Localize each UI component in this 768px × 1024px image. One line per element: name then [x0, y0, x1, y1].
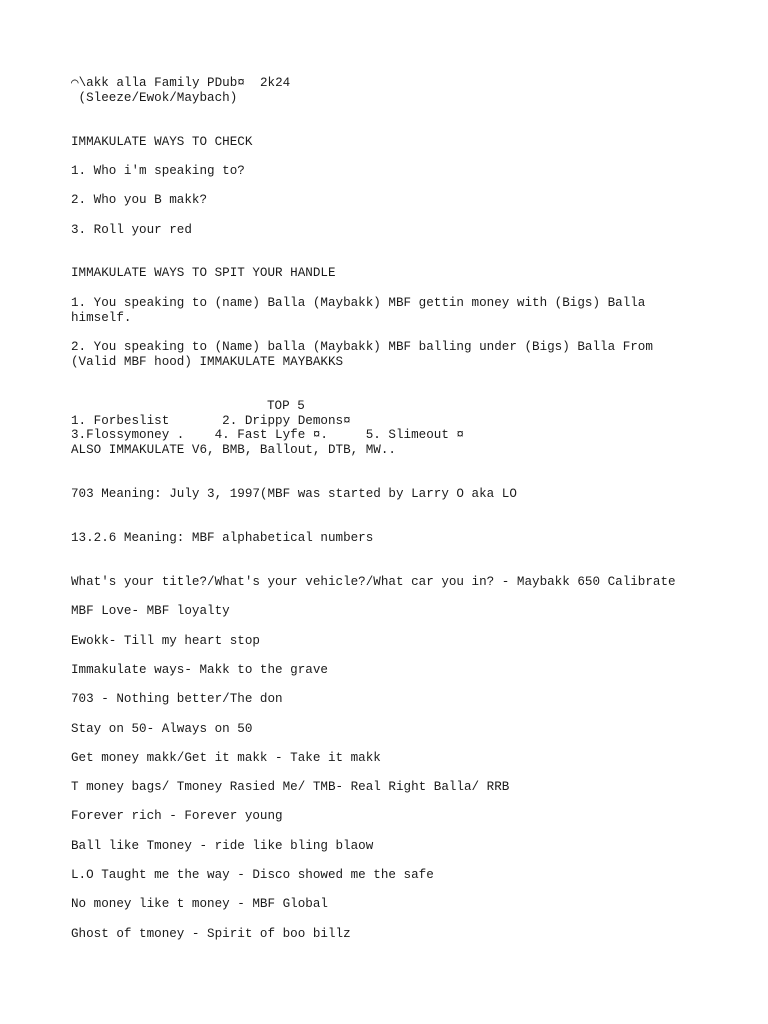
header-title: ⌒\akk alla Family PDub¤ 2k24 [71, 76, 291, 90]
top5-heading: TOP 5 [267, 399, 305, 413]
handle-item-1-line-1: 1. You speaking to (name) Balla (Maybakk) MBF gettin money with (Bigs) Balla [71, 296, 646, 310]
saying-line: What's your title?/What's your vehicle?/What car you in? - Maybakk 650 Calibrate [71, 575, 676, 589]
check-item: 2. Who you B makk? [71, 193, 208, 207]
saying-line: L.O Taught me the way - Disco showed me the safe [71, 868, 434, 882]
check-item: 3. Roll your red [71, 223, 192, 237]
saying-line: Ghost of tmoney - Spirit of boo billz [71, 927, 351, 941]
saying-line: Stay on 50- Always on 50 [71, 722, 253, 736]
handle-heading: IMMAKULATE WAYS TO SPIT YOUR HANDLE [71, 266, 336, 280]
saying-line: Immakulate ways- Makk to the grave [71, 663, 328, 677]
saying-line: Forever rich - Forever young [71, 809, 283, 823]
meaning-13-2-6: 13.2.6 Meaning: MBF alphabetical numbers [71, 531, 374, 545]
handle-item-2-line-1: 2. You speaking to (Name) balla (Maybakk) MBF balling under (Bigs) Balla From [71, 340, 653, 354]
saying-line: Get money makk/Get it makk - Take it makk [71, 751, 381, 765]
meaning-703: 703 Meaning: July 3, 1997(MBF was started by Larry O aka LO [71, 487, 517, 501]
top5-row-1: 1. Forbeslist 2. Drippy Demons¤ [71, 414, 351, 428]
saying-line: No money like t money - MBF Global [71, 897, 328, 911]
check-item: 1. Who i'm speaking to? [71, 164, 245, 178]
top5-row-3: ALSO IMMAKULATE V6, BMB, Ballout, DTB, MW.. [71, 443, 396, 457]
saying-line: 703 - Nothing better/The don [71, 692, 283, 706]
saying-line: T money bags/ Tmoney Rasied Me/ TMB- Real Right Balla/ RRB [71, 780, 510, 794]
check-heading: IMMAKULATE WAYS TO CHECK [71, 135, 253, 149]
handle-item-1-line-2: himself. [71, 311, 132, 325]
saying-line: Ball like Tmoney - ride like bling blaow [71, 839, 374, 853]
saying-line: Ewokk- Till my heart stop [71, 634, 260, 648]
saying-line: MBF Love- MBF loyalty [71, 604, 230, 618]
handle-item-2-line-2: (Valid MBF hood) IMMAKULATE MAYBAKKS [71, 355, 344, 369]
header-subtitle: (Sleeze/Ewok/Maybach) [71, 91, 238, 105]
top5-row-2: 3.Flossymoney . 4. Fast Lyfe ¤. 5. Slimeout ¤ [71, 428, 464, 442]
